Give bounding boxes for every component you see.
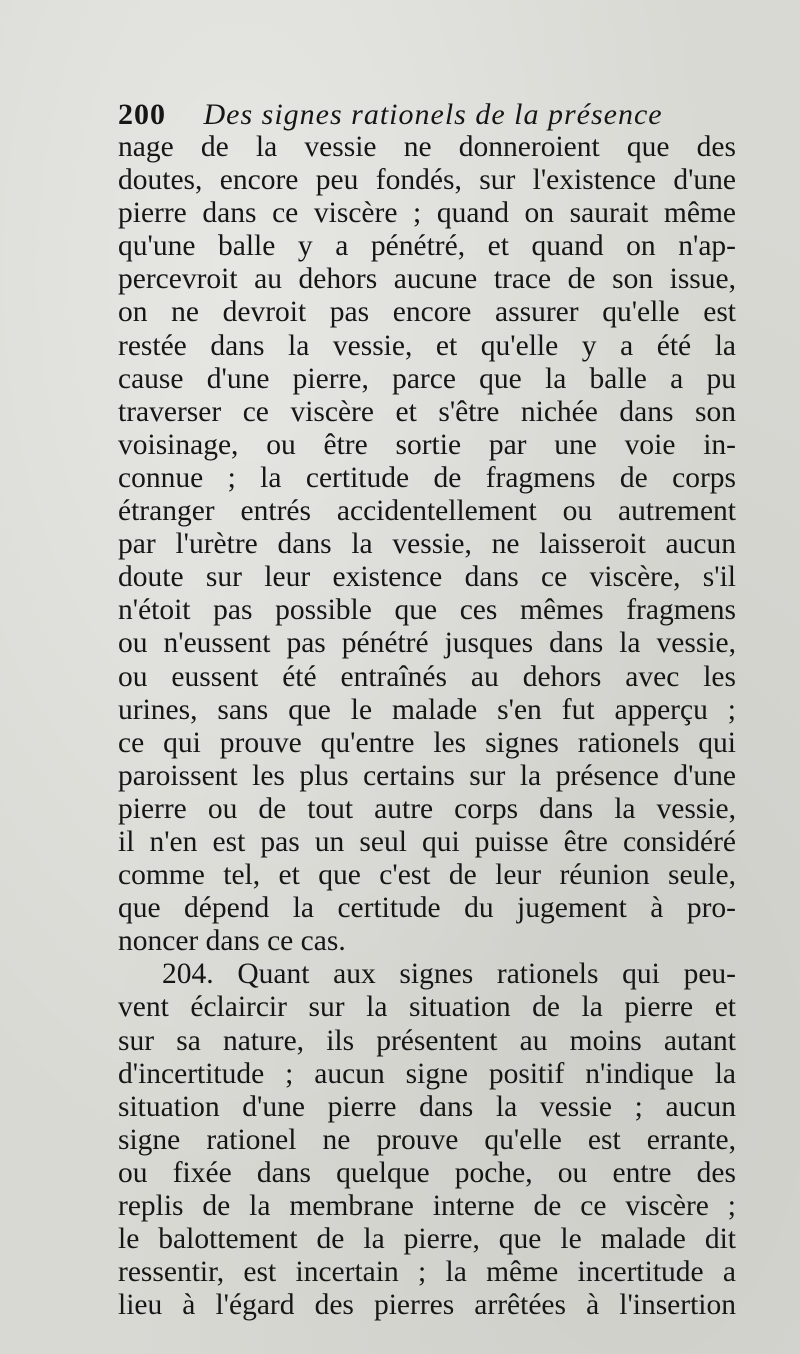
text-line: qu'une balle y a pénétré, et quand on n'ap- — [118, 230, 736, 263]
text-line: il n'en est pas un seul qui puisse être considéré — [118, 825, 736, 858]
text-line: comme tel, et que c'est de leur réunion seule, — [118, 859, 736, 892]
text-line: le balottement de la pierre, que le malade dit — [118, 1223, 736, 1256]
text-line: que dépend la certitude du jugement à pro- — [118, 892, 736, 925]
text-line: vent éclaircir sur la situation de la pierre et — [118, 991, 736, 1024]
text-line: n'étoit pas possible que ces mêmes fragmens — [118, 594, 736, 627]
text-line: percevroit au dehors aucune trace de son issue, — [118, 263, 736, 296]
body-text — [118, 131, 736, 1322]
running-title: Des signes rationels de la présence — [203, 98, 663, 131]
text-line: lieu à l'égard des pierres arrêtées à l'insertion — [118, 1289, 736, 1322]
text-line: situation d'une pierre dans la vessie ; aucun — [118, 1090, 736, 1123]
text-line: urines, sans que le malade s'en fut apperçu ; — [118, 693, 736, 726]
text-line: traverser ce viscère et s'être nichée dans son — [118, 395, 736, 428]
text-line: cause d'une pierre, parce que la balle a pu — [118, 362, 736, 395]
text-line: restée dans la vessie, et qu'elle y a été la — [118, 329, 736, 362]
text-line: doutes, encore peu fondés, sur l'existence d'une — [118, 164, 736, 197]
text-line: étranger entrés accidentellement ou autrement — [118, 495, 736, 528]
text-line: pierre ou de tout autre corps dans la vessie, — [118, 792, 736, 825]
page-number: 200 — [118, 98, 166, 131]
paragraph-end-line: noncer dans ce cas. — [118, 925, 346, 958]
text-line: ou n'eussent pas pénétré jusques dans la vessie, — [118, 627, 736, 660]
text-line: signe rationel ne prouve qu'elle est errante, — [118, 1123, 736, 1156]
text-line: on ne devroit pas encore assurer qu'elle est — [118, 296, 736, 329]
text-line: connue ; la certitude de fragmens de corps — [118, 461, 736, 494]
text-line: paroissent les plus certains sur la présence d'une — [118, 759, 736, 792]
text-line: ou fixée dans quelque poche, ou entre des — [118, 1156, 736, 1189]
text-line: pierre dans ce viscère ; quand on saurait même — [118, 197, 736, 230]
text-line: sur sa nature, ils présentent au moins autant — [118, 1024, 736, 1057]
text-line: doute sur leur existence dans ce viscère, s'il — [118, 561, 736, 594]
text-line: replis de la membrane interne de ce viscère ; — [118, 1190, 736, 1222]
section-start-line: 204. Quant aux signes rationels qui peu- — [162, 958, 736, 991]
text-line: voisinage, ou être sortie par une voie in- — [118, 428, 736, 461]
text-line: ressentir, est incertain ; la même incertitude a — [118, 1256, 736, 1289]
text-line: ce qui prouve qu'entre les signes rationels qui — [118, 726, 736, 759]
text-line: ou eussent été entraînés au dehors avec les — [118, 660, 736, 693]
text-line: d'incertitude ; aucun signe positif n'indique la — [118, 1057, 736, 1090]
text-line: par l'urètre dans la vessie, ne laisseroit aucun — [118, 528, 736, 561]
text-line: nage de la vessie ne donneroient que des — [118, 131, 736, 163]
